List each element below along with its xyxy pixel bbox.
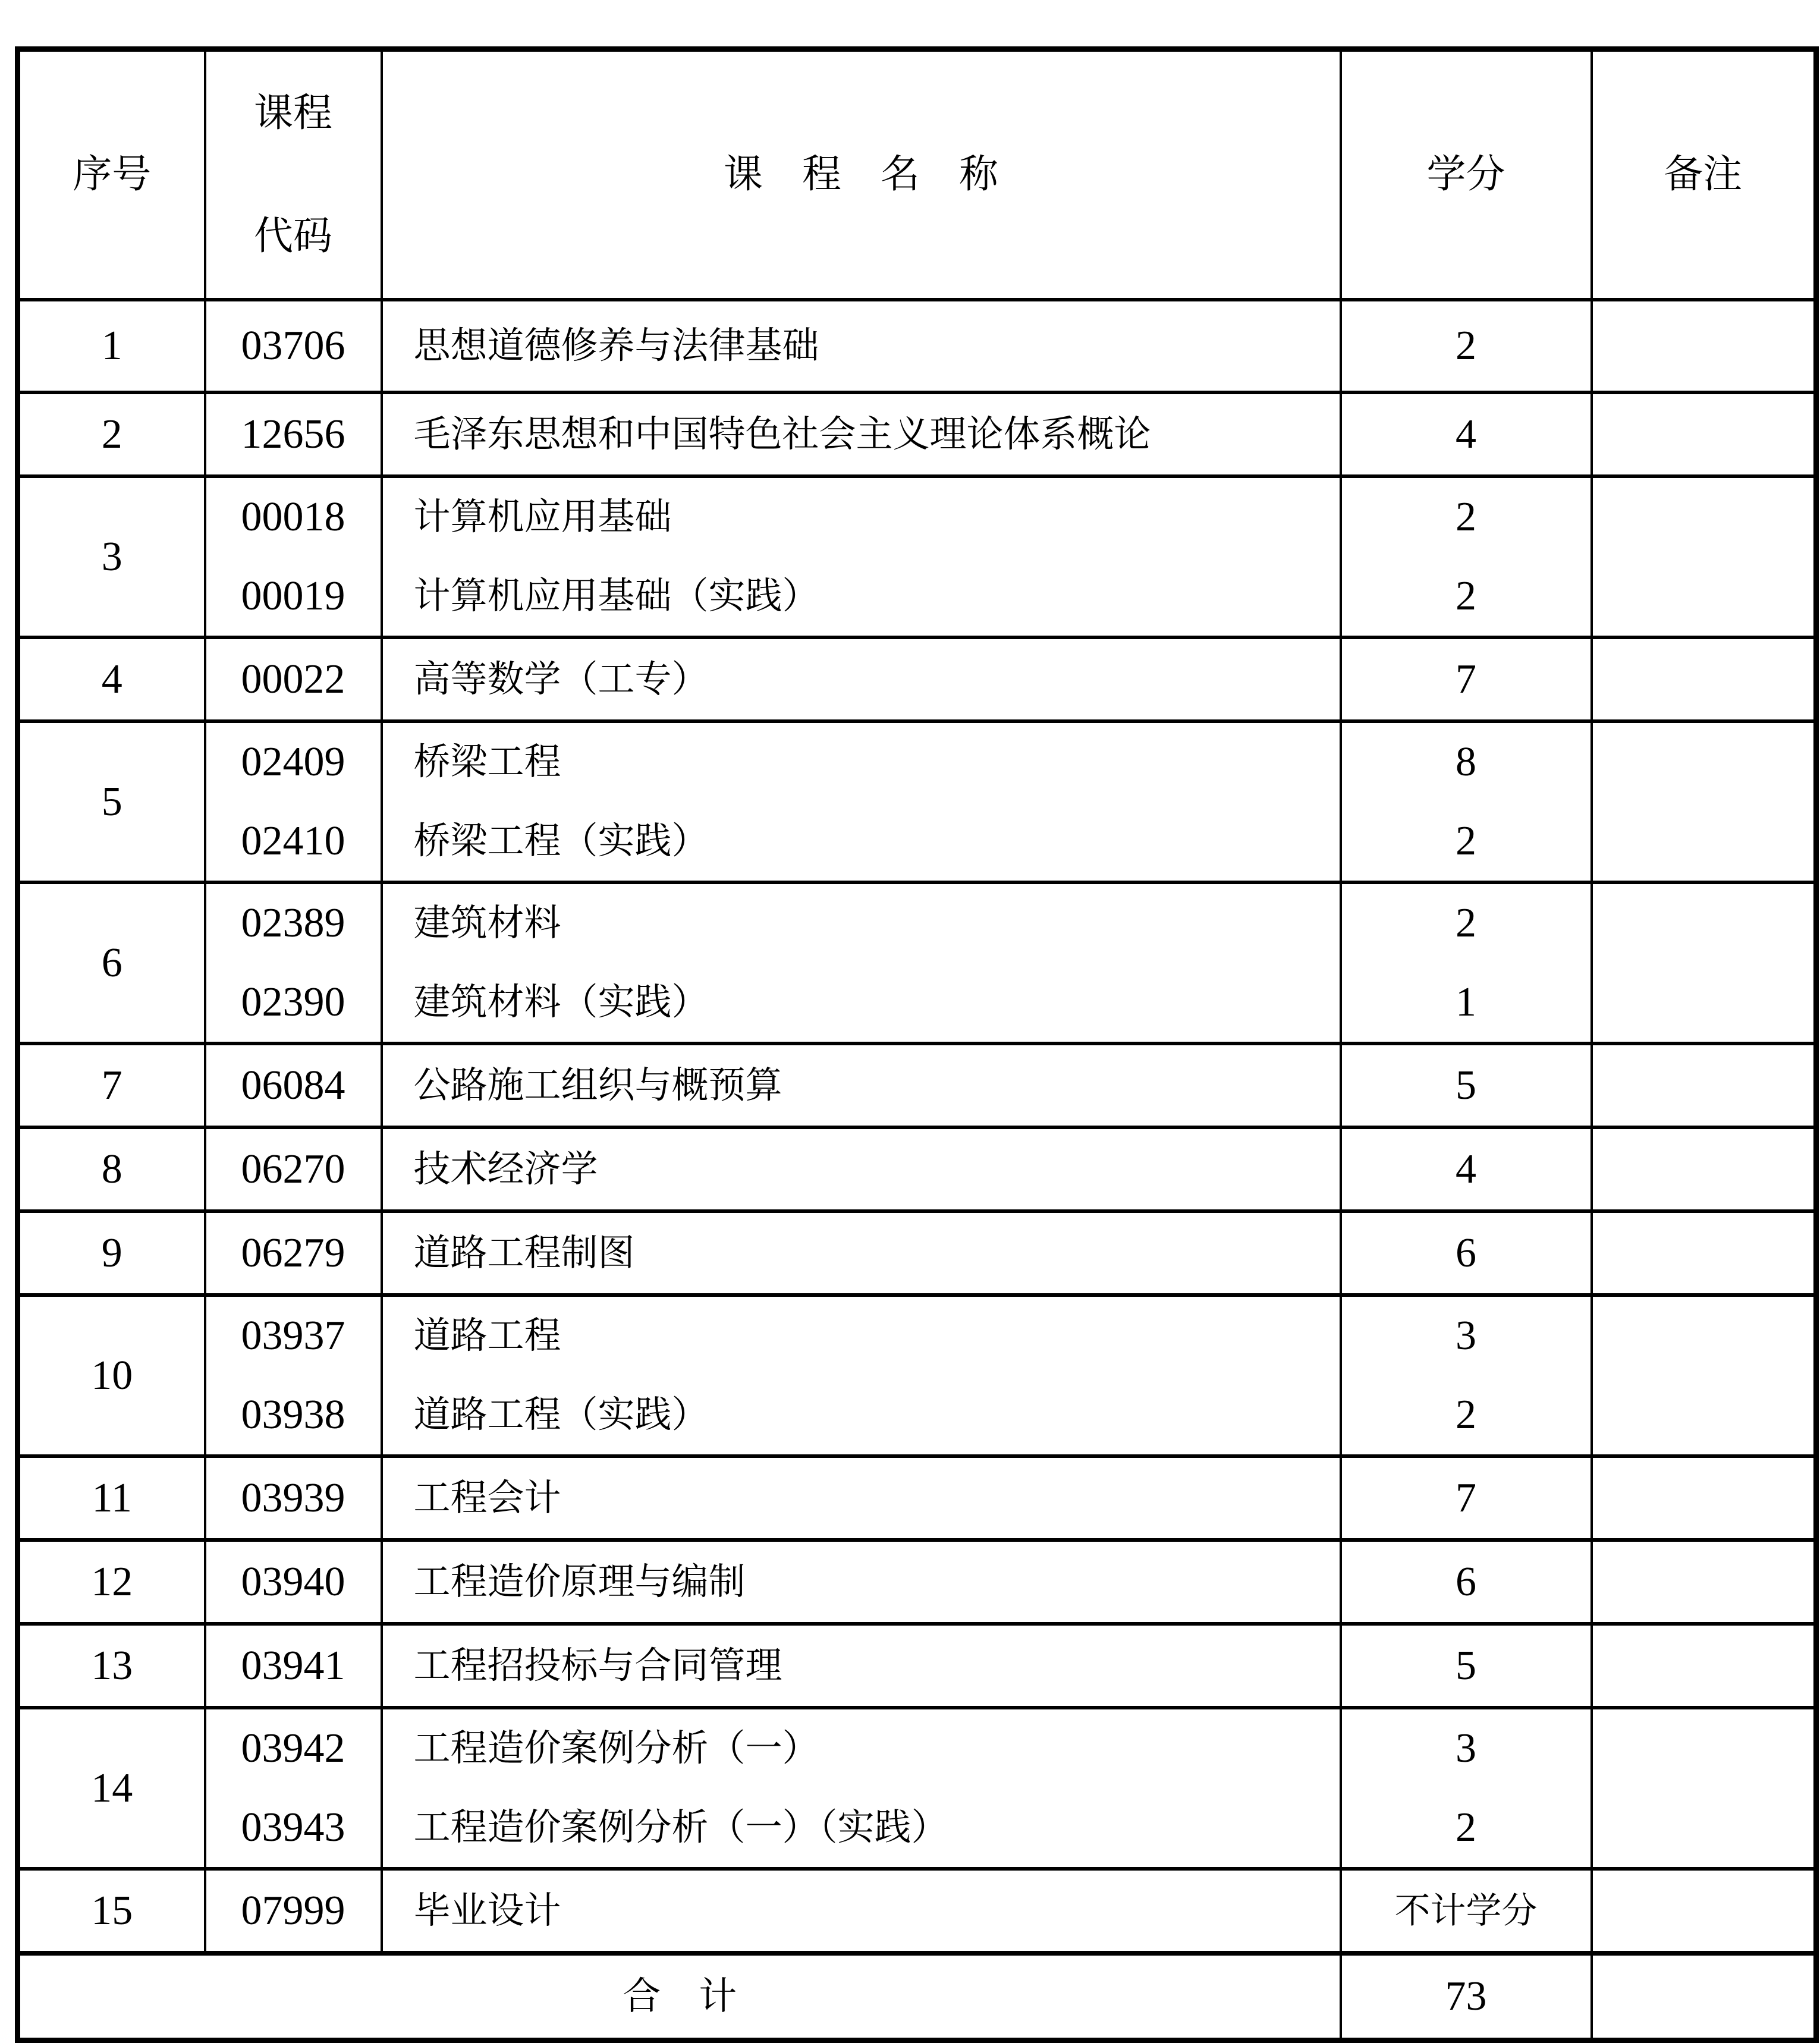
course-credits: 不计学分 xyxy=(1394,1891,1538,1931)
course-code: 00019 xyxy=(241,573,345,619)
course-name: 桥梁工程（实践） xyxy=(413,821,709,862)
credits-cell xyxy=(1341,882,1592,1043)
name-cell xyxy=(382,1043,1341,1127)
total-row xyxy=(18,1953,1816,2041)
course-name: 计算机应用基础（实践） xyxy=(413,576,819,617)
total-label: 合 计 xyxy=(623,1975,737,2017)
course-credits: 5 xyxy=(1456,1642,1476,1689)
course-name: 工程造价原理与编制 xyxy=(413,1561,746,1602)
course-name: 工程造价案例分析（一）（实践） xyxy=(413,1807,948,1848)
row-number: 15 xyxy=(91,1887,133,1934)
row-number: 3 xyxy=(101,533,122,580)
row-number: 5 xyxy=(101,778,122,825)
credits-cell xyxy=(1341,637,1592,721)
header-credits-cell xyxy=(1341,49,1592,300)
course-credits: 2 xyxy=(1456,818,1476,864)
course-credits: 2 xyxy=(1456,1804,1476,1850)
course-name: 建筑材料 xyxy=(413,903,561,944)
course-code: 03943 xyxy=(241,1804,345,1850)
credits-cell xyxy=(1341,1127,1592,1211)
credits-cell xyxy=(1341,1456,1592,1540)
credits-cell xyxy=(1341,476,1592,637)
table-row-4 xyxy=(18,637,1816,721)
table-row-2 xyxy=(18,392,1816,476)
code-cell xyxy=(205,1127,382,1211)
course-name: 桥梁工程 xyxy=(413,742,561,783)
remarks-cell xyxy=(1592,1043,1816,1127)
course-credits: 4 xyxy=(1456,411,1476,457)
course-code: 03938 xyxy=(241,1391,345,1438)
code-cell xyxy=(205,637,382,721)
table-row-1 xyxy=(18,300,1816,392)
header-name-label: 课 程 名 称 xyxy=(724,153,998,196)
credits-cell xyxy=(1341,1624,1592,1708)
row-number: 4 xyxy=(101,656,122,702)
course-credits: 2 xyxy=(1456,900,1476,947)
course-name: 工程造价案例分析（一） xyxy=(413,1728,819,1769)
credits-cell xyxy=(1341,1540,1592,1624)
table-row-13 xyxy=(18,1624,1816,1708)
seq-cell xyxy=(18,300,205,392)
header-credits-label: 学分 xyxy=(1426,153,1505,196)
name-cell xyxy=(382,1456,1341,1540)
name-cell xyxy=(382,1127,1341,1211)
course-name: 高等数学（工专） xyxy=(413,659,709,700)
code-cell xyxy=(205,1708,382,1869)
course-name: 道路工程（实践） xyxy=(413,1394,709,1435)
seq-cell xyxy=(18,392,205,476)
course-name: 公路施工组织与概预算 xyxy=(413,1065,782,1106)
credits-cell xyxy=(1341,1869,1592,1953)
course-credits: 5 xyxy=(1456,1062,1476,1108)
remarks-cell xyxy=(1592,1127,1816,1211)
remarks-cell xyxy=(1592,721,1816,882)
name-cell xyxy=(382,1211,1341,1295)
course-name: 计算机应用基础 xyxy=(413,497,672,538)
course-credits: 1 xyxy=(1456,979,1476,1025)
table-row-7 xyxy=(18,1043,1816,1127)
course-credits: 3 xyxy=(1456,1313,1476,1359)
course-code: 03939 xyxy=(241,1475,345,1521)
remarks-cell xyxy=(1592,637,1816,721)
credits-cell xyxy=(1341,1708,1592,1869)
row-number: 12 xyxy=(91,1558,133,1605)
course-credits: 4 xyxy=(1456,1146,1476,1192)
course-credits: 8 xyxy=(1456,739,1476,785)
credits-cell xyxy=(1341,721,1592,882)
course-code: 06084 xyxy=(241,1062,345,1108)
seq-cell xyxy=(18,721,205,882)
course-table xyxy=(15,46,1819,2043)
header-row xyxy=(18,49,1816,300)
header-remarks-label: 备注 xyxy=(1664,153,1743,196)
code-cell xyxy=(205,882,382,1043)
table-row-8 xyxy=(18,1127,1816,1211)
total-remarks-cell xyxy=(1592,1953,1816,2041)
name-cell xyxy=(382,637,1341,721)
code-cell xyxy=(205,1540,382,1624)
course-code: 12656 xyxy=(241,411,345,457)
name-cell xyxy=(382,476,1341,637)
remarks-cell xyxy=(1592,1211,1816,1295)
seq-cell xyxy=(18,1127,205,1211)
row-number: 8 xyxy=(101,1146,122,1192)
remarks-cell xyxy=(1592,300,1816,392)
name-cell xyxy=(382,1708,1341,1869)
course-code: 02409 xyxy=(241,739,345,785)
row-number: 6 xyxy=(101,939,122,986)
header-code-label-line1: 课程 xyxy=(254,91,332,135)
remarks-cell xyxy=(1592,1624,1816,1708)
name-cell xyxy=(382,882,1341,1043)
name-cell xyxy=(382,1295,1341,1456)
table-row-12 xyxy=(18,1540,1816,1624)
seq-cell xyxy=(18,1043,205,1127)
code-cell xyxy=(205,1295,382,1456)
header-index-cell xyxy=(18,49,205,300)
table-row-15 xyxy=(18,1869,1816,1953)
name-cell xyxy=(382,721,1341,882)
credits-cell xyxy=(1341,1211,1592,1295)
row-number: 11 xyxy=(92,1475,132,1521)
course-credits: 6 xyxy=(1456,1230,1476,1276)
seq-cell xyxy=(18,476,205,637)
course-credits: 2 xyxy=(1456,573,1476,619)
course-name: 建筑材料（实践） xyxy=(413,982,709,1023)
course-credits: 7 xyxy=(1456,1475,1476,1521)
table-row-9 xyxy=(18,1211,1816,1295)
row-number: 2 xyxy=(101,411,122,457)
code-cell xyxy=(205,1624,382,1708)
row-number: 7 xyxy=(101,1062,122,1108)
name-cell xyxy=(382,1869,1341,1953)
course-code: 03940 xyxy=(241,1558,345,1605)
code-cell xyxy=(205,392,382,476)
code-cell xyxy=(205,1869,382,1953)
header-code-cell xyxy=(205,49,382,300)
course-name: 道路工程 xyxy=(413,1316,561,1357)
course-credits: 7 xyxy=(1456,656,1476,702)
code-cell xyxy=(205,1211,382,1295)
table-row-6 xyxy=(18,882,1816,1043)
course-credits: 2 xyxy=(1456,323,1476,369)
remarks-cell xyxy=(1592,1708,1816,1869)
remarks-cell xyxy=(1592,882,1816,1043)
seq-cell xyxy=(18,1869,205,1953)
course-credits: 2 xyxy=(1456,1391,1476,1438)
code-cell xyxy=(205,1456,382,1540)
course-name: 技术经济学 xyxy=(413,1149,598,1190)
credits-cell xyxy=(1341,300,1592,392)
code-cell xyxy=(205,1043,382,1127)
name-cell xyxy=(382,392,1341,476)
course-code: 02389 xyxy=(241,900,345,947)
code-cell xyxy=(205,721,382,882)
remarks-cell xyxy=(1592,1869,1816,1953)
row-number: 9 xyxy=(101,1230,122,1276)
course-credits: 2 xyxy=(1456,494,1476,540)
total-credits: 73 xyxy=(1445,1973,1487,2019)
code-cell xyxy=(205,300,382,392)
course-credits: 3 xyxy=(1456,1725,1476,1772)
course-code: 06270 xyxy=(241,1146,345,1192)
course-code: 00022 xyxy=(241,656,345,702)
course-code: 03941 xyxy=(241,1642,345,1689)
header-index-label: 序号 xyxy=(73,153,152,196)
course-name: 毕业设计 xyxy=(413,1890,561,1931)
code-cell xyxy=(205,476,382,637)
course-code: 00018 xyxy=(241,494,345,540)
credits-cell xyxy=(1341,392,1592,476)
course-code: 02390 xyxy=(241,979,345,1025)
seq-cell xyxy=(18,1708,205,1869)
name-cell xyxy=(382,300,1341,392)
remarks-cell xyxy=(1592,392,1816,476)
course-name: 工程招投标与合同管理 xyxy=(413,1645,782,1686)
table-row-5 xyxy=(18,721,1816,882)
seq-cell xyxy=(18,637,205,721)
seq-cell xyxy=(18,1540,205,1624)
seq-cell xyxy=(18,1211,205,1295)
total-label-cell xyxy=(18,1953,1341,2041)
header-remarks-cell xyxy=(1592,49,1816,300)
course-code: 06279 xyxy=(241,1230,345,1276)
table-row-11 xyxy=(18,1456,1816,1540)
remarks-cell xyxy=(1592,476,1816,637)
remarks-cell xyxy=(1592,1456,1816,1540)
course-name: 毛泽东思想和中国特色社会主义理论体系概论 xyxy=(413,414,1151,455)
course-name: 工程会计 xyxy=(413,1478,561,1519)
credits-cell xyxy=(1341,1295,1592,1456)
seq-cell xyxy=(18,1624,205,1708)
name-cell xyxy=(382,1540,1341,1624)
course-name: 道路工程制图 xyxy=(413,1233,635,1274)
credits-cell xyxy=(1341,1043,1592,1127)
seq-cell xyxy=(18,1456,205,1540)
row-number: 1 xyxy=(101,323,122,369)
table-row-10 xyxy=(18,1295,1816,1456)
header-code-label-line2: 代码 xyxy=(254,214,332,258)
header-name-cell xyxy=(382,49,1341,300)
row-number: 14 xyxy=(91,1765,133,1811)
total-credits-cell xyxy=(1341,1953,1592,2041)
table-row-14 xyxy=(18,1708,1816,1869)
course-name: 思想道德修养与法律基础 xyxy=(413,326,819,366)
remarks-cell xyxy=(1592,1540,1816,1624)
table-row-3 xyxy=(18,476,1816,637)
seq-cell xyxy=(18,882,205,1043)
course-code: 03706 xyxy=(241,323,345,369)
course-code: 07999 xyxy=(241,1887,345,1934)
row-number: 10 xyxy=(91,1352,133,1398)
course-code: 03942 xyxy=(241,1725,345,1772)
seq-cell xyxy=(18,1295,205,1456)
course-code: 03937 xyxy=(241,1313,345,1359)
name-cell xyxy=(382,1624,1341,1708)
course-credits: 6 xyxy=(1456,1558,1476,1605)
row-number: 13 xyxy=(91,1642,133,1689)
course-code: 02410 xyxy=(241,818,345,864)
remarks-cell xyxy=(1592,1295,1816,1456)
